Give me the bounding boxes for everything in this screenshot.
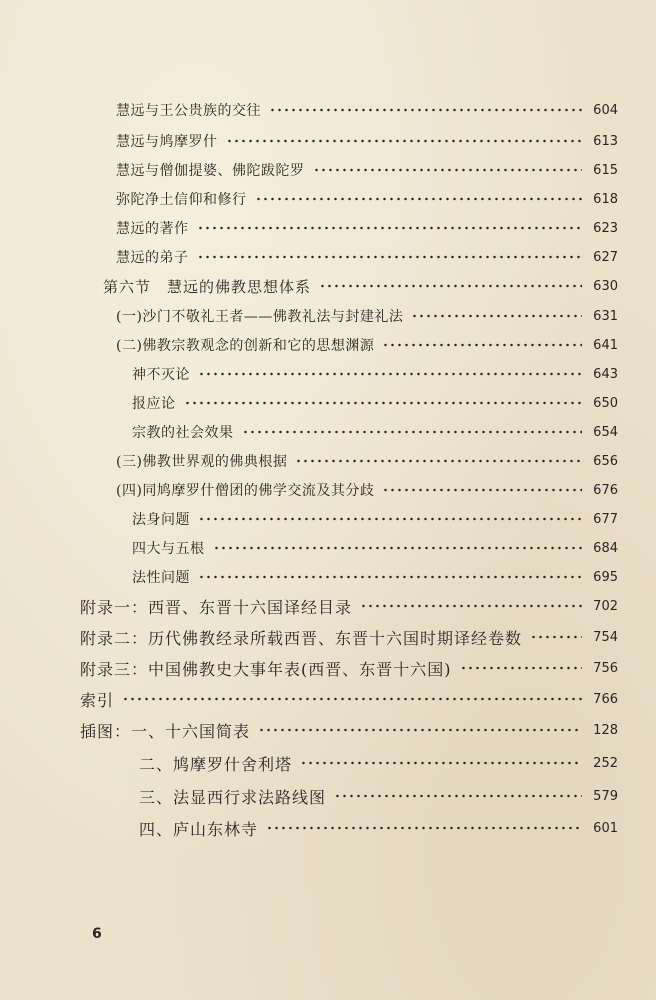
toc-entry-page: 631: [593, 308, 618, 324]
toc-section-heading: [103, 273, 618, 299]
toc-illustration-entry: [139, 783, 618, 809]
dot-leader: [460, 661, 583, 675]
dot-leader: [319, 279, 582, 293]
toc-entry-page: 654: [593, 424, 618, 440]
toc-entry-title: 索引: [80, 690, 115, 710]
toc-entry-page: 252: [593, 755, 618, 771]
toc-entry-page: 601: [593, 820, 618, 836]
toc-entry-page: 702: [593, 598, 618, 614]
toc-entry: [132, 506, 618, 532]
toc-entry-title: 附录三：中国佛教史大事年表(西晋、东晋十六国): [80, 659, 452, 679]
toc-entry-title: 四大与五根: [132, 541, 205, 557]
dot-leader: [266, 821, 582, 835]
toc-entry: [132, 419, 618, 445]
dot-leader: [300, 756, 582, 770]
toc-appendix-entry: [80, 593, 618, 619]
toc-entry-page: 579: [593, 788, 618, 804]
toc-entry-page: 604: [593, 102, 618, 118]
toc-entry-title: 第六节 慧远的佛教思想体系: [103, 277, 312, 296]
toc-illustration-entry: [139, 750, 618, 776]
toc-entry: [116, 244, 618, 270]
dot-leader: [198, 570, 582, 584]
toc-entry-title: 四、庐山东林寺: [139, 819, 259, 839]
toc-entry-title: 报应论: [132, 396, 176, 412]
toc-entry-page: 618: [593, 191, 618, 207]
page-number: 6: [92, 926, 102, 942]
toc-entry-title: (四)同鸠摩罗什僧团的佛学交流及其分歧: [116, 483, 375, 499]
toc-entry: [116, 477, 618, 503]
toc-entry-title: 二、鸠摩罗什舍利塔: [139, 754, 293, 774]
toc-entry-title: 附录一：西晋、东晋十六国译经目录: [80, 597, 353, 617]
toc-entry-title: 慧远与僧伽提婆、佛陀跋陀罗: [116, 163, 305, 179]
dot-leader: [213, 541, 583, 555]
toc-entry: [116, 448, 618, 474]
toc-entry: [132, 390, 618, 416]
toc-entry-title: 插图：一、十六国简表: [80, 721, 251, 741]
toc-entry-title: 慧远与鸠摩罗什: [116, 134, 218, 150]
toc-entry-page: 650: [593, 395, 618, 411]
toc-entry-title: (三)佛教世界观的佛典根据: [116, 454, 288, 470]
toc-entry-title: 神不灭论: [132, 367, 190, 383]
dot-leader: [411, 309, 582, 323]
toc-entry-page: 754: [593, 629, 618, 645]
dot-leader: [197, 221, 583, 235]
toc-entry-page: 627: [593, 249, 618, 265]
toc-entry-page: 128: [593, 722, 618, 738]
dot-leader: [313, 163, 583, 177]
toc-entry-page: 643: [593, 366, 618, 382]
toc-entry-title: 附录二：历代佛教经录所载西晋、东晋十六国时期译经卷数: [80, 628, 523, 648]
toc-entry-page: 695: [593, 569, 618, 585]
toc-entry: [116, 215, 618, 241]
dot-leader: [269, 103, 582, 117]
dot-leader: [334, 789, 582, 803]
dot-leader: [295, 454, 582, 468]
toc-appendix-entry: [80, 655, 618, 681]
toc-entry-page: 677: [593, 511, 618, 527]
dot-leader: [122, 692, 582, 706]
dot-leader: [258, 723, 582, 737]
dot-leader: [242, 425, 583, 439]
toc-entry: [132, 535, 618, 561]
toc-entry-page: 613: [593, 133, 618, 149]
toc-entry-page: 756: [593, 660, 618, 676]
toc-entry: [132, 361, 618, 387]
toc-illustration-entry: [139, 815, 618, 841]
toc-entry-page: 766: [593, 691, 618, 707]
toc-entry-page: 641: [593, 337, 618, 353]
toc-entry: [116, 157, 618, 183]
dot-leader: [197, 250, 583, 264]
toc-entry-title: 法身问题: [132, 512, 190, 528]
dot-leader: [226, 134, 583, 148]
toc-entry: [116, 332, 618, 358]
dot-leader: [198, 512, 582, 526]
toc-entry-title: 慧远的弟子: [116, 250, 189, 266]
toc-entry: [116, 97, 618, 123]
toc-entry: [116, 303, 618, 329]
toc-index-entry: [80, 686, 618, 712]
toc-entry-title: 法性问题: [132, 570, 190, 586]
toc-entry-title: 慧远与王公贵族的交往: [116, 103, 261, 119]
toc-appendix-entry: [80, 624, 618, 650]
toc-entry-title: 三、法显西行求法路线图: [139, 787, 327, 807]
dot-leader: [360, 599, 582, 613]
dot-leader: [255, 192, 583, 206]
toc-entry-page: 630: [593, 278, 618, 294]
dot-leader: [198, 367, 582, 381]
toc-entry: [132, 564, 618, 590]
toc-entry-title: (二)佛教宗教观念的创新和它的思想渊源: [116, 338, 375, 354]
toc-entry-page: 684: [593, 540, 618, 556]
toc-entry: [116, 128, 618, 154]
toc-entry-page: 656: [593, 453, 618, 469]
toc-entry-title: 宗教的社会效果: [132, 425, 234, 441]
dot-leader: [184, 396, 583, 410]
toc-entry-title: 慧远的著作: [116, 221, 189, 237]
toc-entry-title: (一)沙门不敬礼王者——佛教礼法与封建礼法: [116, 309, 404, 325]
toc-illustration-entry: [80, 717, 618, 743]
dot-leader: [382, 338, 582, 352]
toc-entry-page: 623: [593, 220, 618, 236]
toc-entry-page: 615: [593, 162, 618, 178]
toc-entry-title: 弥陀净土信仰和修行: [116, 192, 247, 208]
dot-leader: [530, 630, 582, 644]
dot-leader: [382, 483, 582, 497]
toc-entry-page: 676: [593, 482, 618, 498]
toc-entry: [116, 186, 618, 212]
